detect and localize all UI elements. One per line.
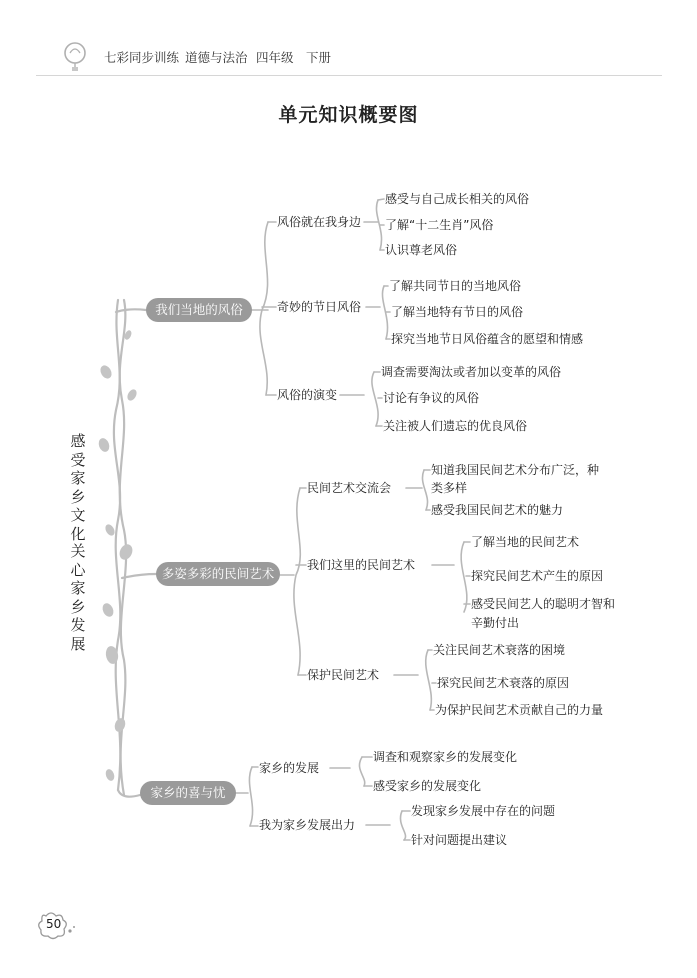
leaf: 调查需要淘汰或者加以变革的风俗 — [381, 365, 562, 379]
leaf: 探究民间艺术产生的原因 — [471, 569, 604, 583]
leaf: 类多样 — [431, 481, 468, 495]
leaf: 了解“十二生肖”风俗 — [385, 218, 494, 232]
root-label-part2: 关心家乡发展 — [70, 542, 86, 653]
branch-hometown-joys-worries: 家乡的喜与忧 — [140, 781, 236, 805]
page-title: 单元知识概要图 — [278, 104, 419, 126]
branch-folk-art: 多姿多彩的民间艺术 — [156, 562, 280, 586]
node-customs-evolution: 风俗的演变 — [277, 388, 338, 402]
leaf: 关注被人们遗忘的优良风俗 — [383, 419, 528, 433]
leaf: 感受我国民间艺术的魅力 — [431, 503, 564, 517]
node-folk-art-exchange: 民间艺术交流会 — [307, 481, 392, 495]
node-customs-around-me: 风俗就在我身边 — [277, 215, 362, 229]
leaf: 感受民间艺人的聪明才智和 — [471, 597, 616, 611]
leaf: 讨论有争议的风俗 — [383, 391, 480, 405]
leaf: 为保护民间艺术贡献自己的力量 — [435, 703, 604, 717]
header-volume: 下册 — [306, 50, 332, 65]
node-festival-customs: 奇妙的节日风俗 — [277, 300, 362, 314]
node-local-folk-art: 我们这里的民间艺术 — [307, 558, 416, 572]
header-series: 七彩同步训练 — [104, 50, 180, 65]
node-contribute-to-hometown: 我为家乡发展出力 — [259, 818, 356, 832]
leaf: 认识尊老风俗 — [385, 243, 458, 257]
leaf: 了解共同节日的当地风俗 — [389, 279, 522, 293]
leaf: 知道我国民间艺术分布广泛，种 — [431, 463, 600, 477]
node-hometown-development: 家乡的发展 — [259, 761, 320, 775]
node-protect-folk-art: 保护民间艺术 — [307, 668, 380, 682]
leaf: 感受家乡的发展变化 — [373, 779, 482, 793]
leaf: 探究民间艺术衰落的原因 — [437, 676, 570, 690]
leaf: 了解当地特有节日的风俗 — [391, 305, 524, 319]
leaf: 发现家乡发展中存在的问题 — [411, 804, 556, 818]
leaf: 探究当地节日风俗蕴含的愿望和情感 — [391, 332, 584, 346]
leaf: 辛勤付出 — [471, 616, 520, 630]
leaf: 了解当地的民间艺术 — [471, 535, 580, 549]
header-subject: 道德与法治 — [185, 50, 248, 65]
header-grade: 四年级 — [256, 50, 294, 65]
leaf: 关注民间艺术衰落的困境 — [433, 643, 566, 657]
page-number: 50 — [46, 917, 62, 931]
leaf: 感受与自己成长相关的风俗 — [385, 192, 530, 206]
branch-local-customs: 我们当地的风俗 — [146, 298, 252, 322]
leaf: 调查和观察家乡的发展变化 — [373, 750, 518, 764]
leaf: 针对问题提出建议 — [411, 833, 508, 847]
root-label-part1: 感受家乡文化 — [70, 432, 86, 543]
